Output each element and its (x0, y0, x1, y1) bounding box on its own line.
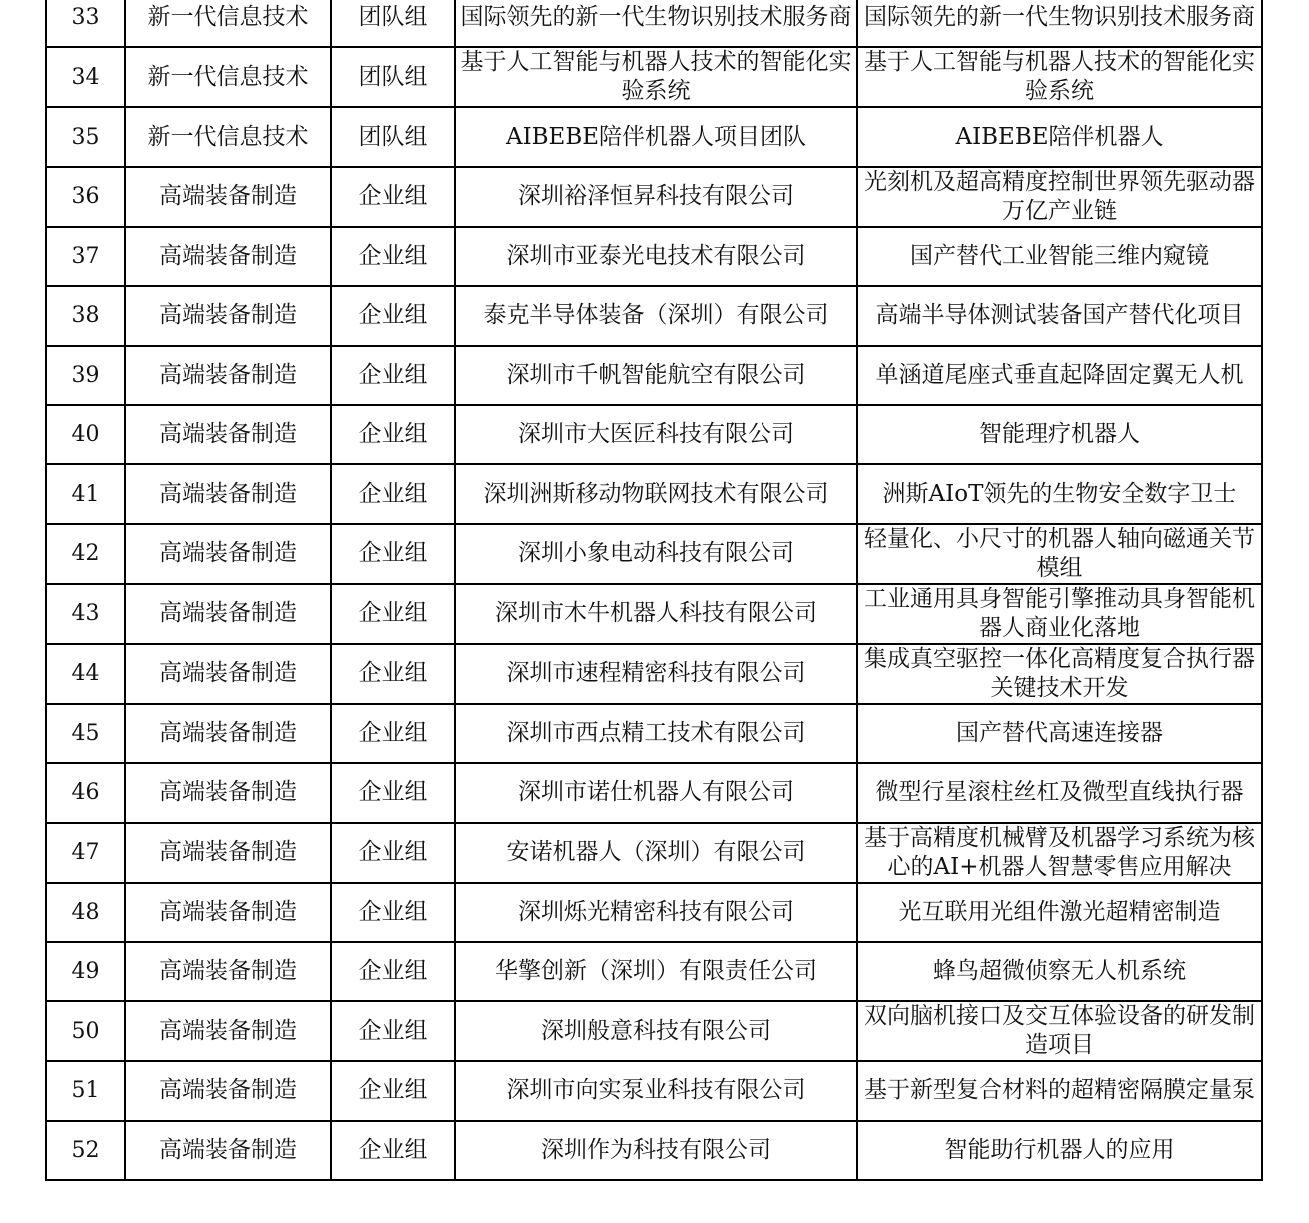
project-name-cell[interactable]: 高端半导体测试装备国产替代化项目 (857, 286, 1262, 345)
industry-field-cell[interactable]: 高端装备制造 (125, 704, 331, 763)
table-row (46, 1061, 1262, 1120)
row-number-cell[interactable]: 50 (46, 1001, 125, 1061)
table-row (46, 464, 1262, 523)
table-row (46, 584, 1262, 644)
table-row (46, 883, 1262, 942)
company-name-cell[interactable]: 深圳市诺仕机器人有限公司 (455, 763, 857, 822)
project-name-cell[interactable]: 国际领先的新一代生物识别技术服务商 (857, 0, 1262, 47)
row-number-cell[interactable]: 34 (46, 47, 125, 107)
company-name-cell[interactable]: 安诺机器人（深圳）有限公司 (455, 823, 857, 883)
row-number-cell[interactable]: 51 (46, 1061, 125, 1120)
table-row (46, 47, 1262, 107)
group-type-cell[interactable]: 团队组 (331, 47, 455, 107)
project-name-cell[interactable]: 光互联用光组件激光超精密制造 (857, 883, 1262, 942)
table-row (46, 107, 1262, 166)
project-name-cell[interactable]: 单涵道尾座式垂直起降固定翼无人机 (857, 346, 1262, 405)
group-type-cell[interactable]: 企业组 (331, 644, 455, 704)
industry-field-cell[interactable]: 高端装备制造 (125, 346, 331, 405)
table-row (46, 405, 1262, 464)
industry-field-cell[interactable]: 高端装备制造 (125, 167, 331, 227)
company-name-cell[interactable]: 深圳市向实泵业科技有限公司 (455, 1061, 857, 1120)
group-type-cell[interactable]: 企业组 (331, 1061, 455, 1120)
row-number-cell[interactable]: 40 (46, 405, 125, 464)
row-number-cell[interactable]: 35 (46, 107, 125, 166)
table-row (46, 0, 1262, 47)
group-type-cell[interactable]: 团队组 (331, 0, 455, 47)
industry-field-cell[interactable]: 高端装备制造 (125, 286, 331, 345)
row-number-cell[interactable]: 47 (46, 823, 125, 883)
row-number-cell[interactable]: 36 (46, 167, 125, 227)
row-number-cell[interactable]: 49 (46, 942, 125, 1001)
row-number-cell[interactable]: 38 (46, 286, 125, 345)
company-name-cell[interactable]: 深圳市木牛机器人科技有限公司 (455, 584, 857, 644)
company-name-cell[interactable]: 深圳市大医匠科技有限公司 (455, 405, 857, 464)
group-type-cell[interactable]: 企业组 (331, 763, 455, 822)
project-name-cell[interactable]: 基于高精度机械臂及机器学习系统为核心的AI+机器人智慧零售应用解决 (857, 823, 1262, 883)
industry-field-cell[interactable]: 高端装备制造 (125, 1001, 331, 1061)
industry-field-cell[interactable]: 高端装备制造 (125, 644, 331, 704)
table-row (46, 1121, 1262, 1180)
company-name-cell[interactable]: 基于人工智能与机器人技术的智能化实验系统 (455, 47, 857, 107)
row-number-cell[interactable]: 48 (46, 883, 125, 942)
row-number-cell[interactable]: 46 (46, 763, 125, 822)
group-type-cell[interactable]: 企业组 (331, 167, 455, 227)
company-name-cell[interactable]: 深圳市西点精工技术有限公司 (455, 704, 857, 763)
group-type-cell[interactable]: 企业组 (331, 524, 455, 584)
company-name-cell[interactable]: 华擎创新（深圳）有限责任公司 (455, 942, 857, 1001)
industry-field-cell[interactable]: 新一代信息技术 (125, 107, 331, 166)
project-name-cell[interactable]: AIBEBE陪伴机器人 (857, 107, 1262, 166)
industry-field-cell[interactable]: 高端装备制造 (125, 823, 331, 883)
company-name-cell[interactable]: 深圳裕泽恒昇科技有限公司 (455, 167, 857, 227)
company-name-cell[interactable]: 深圳般意科技有限公司 (455, 1001, 857, 1061)
project-name-cell[interactable]: 双向脑机接口及交互体验设备的研发制造项目 (857, 1001, 1262, 1061)
company-name-cell[interactable]: 深圳市亚泰光电技术有限公司 (455, 227, 857, 286)
group-type-cell[interactable]: 企业组 (331, 584, 455, 644)
table-row (46, 227, 1262, 286)
industry-field-cell[interactable]: 高端装备制造 (125, 1061, 331, 1120)
company-name-cell[interactable]: 深圳烁光精密科技有限公司 (455, 883, 857, 942)
industry-field-cell[interactable]: 高端装备制造 (125, 763, 331, 822)
row-number-cell[interactable]: 39 (46, 346, 125, 405)
row-number-cell[interactable]: 43 (46, 584, 125, 644)
table-body (46, 0, 1262, 1180)
row-number-cell[interactable]: 33 (46, 0, 125, 47)
project-name-cell[interactable]: 智能助行机器人的应用 (857, 1121, 1262, 1180)
company-name-cell[interactable]: AIBEBE陪伴机器人项目团队 (455, 107, 857, 166)
project-name-cell[interactable]: 国产替代高速连接器 (857, 704, 1262, 763)
group-type-cell[interactable]: 企业组 (331, 227, 455, 286)
row-number-cell[interactable]: 45 (46, 704, 125, 763)
industry-field-cell[interactable]: 高端装备制造 (125, 942, 331, 1001)
project-name-cell[interactable]: 基于人工智能与机器人技术的智能化实验系统 (857, 47, 1262, 107)
table-row (46, 942, 1262, 1001)
group-type-cell[interactable]: 企业组 (331, 883, 455, 942)
project-name-cell[interactable]: 微型行星滚柱丝杠及微型直线执行器 (857, 763, 1262, 822)
industry-field-cell[interactable]: 新一代信息技术 (125, 47, 331, 107)
project-name-cell[interactable]: 基于新型复合材料的超精密隔膜定量泵 (857, 1061, 1262, 1120)
project-name-cell[interactable]: 工业通用具身智能引擎推动具身智能机器人商业化落地 (857, 584, 1262, 644)
company-name-cell[interactable]: 深圳作为科技有限公司 (455, 1121, 857, 1180)
project-name-cell[interactable]: 集成真空驱控一体化高精度复合执行器关键技术开发 (857, 644, 1262, 704)
group-type-cell[interactable]: 企业组 (331, 286, 455, 345)
project-name-cell[interactable]: 洲斯AIoT领先的生物安全数字卫士 (857, 464, 1262, 523)
company-name-cell[interactable]: 泰克半导体装备（深圳）有限公司 (455, 286, 857, 345)
industry-field-cell[interactable]: 高端装备制造 (125, 227, 331, 286)
project-name-cell[interactable]: 轻量化、小尺寸的机器人轴向磁通关节模组 (857, 524, 1262, 584)
results-table (45, 0, 1263, 1181)
project-name-cell[interactable]: 国产替代工业智能三维内窥镜 (857, 227, 1262, 286)
row-number-cell[interactable]: 52 (46, 1121, 125, 1180)
industry-field-cell[interactable]: 高端装备制造 (125, 584, 331, 644)
project-name-cell[interactable]: 蜂鸟超微侦察无人机系统 (857, 942, 1262, 1001)
industry-field-cell[interactable]: 高端装备制造 (125, 1121, 331, 1180)
table-row (46, 644, 1262, 704)
row-number-cell[interactable]: 41 (46, 464, 125, 523)
project-name-cell[interactable]: 智能理疗机器人 (857, 405, 1262, 464)
group-type-cell[interactable]: 企业组 (331, 942, 455, 1001)
industry-field-cell[interactable]: 新一代信息技术 (125, 0, 331, 47)
project-name-cell[interactable]: 光刻机及超高精度控制世界领先驱动器万亿产业链 (857, 167, 1262, 227)
row-number-cell[interactable]: 44 (46, 644, 125, 704)
group-type-cell[interactable]: 团队组 (331, 107, 455, 166)
table-row (46, 704, 1262, 763)
table-row (46, 286, 1262, 345)
company-name-cell[interactable]: 深圳洲斯移动物联网技术有限公司 (455, 464, 857, 523)
table-row (46, 346, 1262, 405)
industry-field-cell[interactable]: 高端装备制造 (125, 464, 331, 523)
group-type-cell[interactable]: 企业组 (331, 823, 455, 883)
group-type-cell[interactable]: 企业组 (331, 464, 455, 523)
group-type-cell[interactable]: 企业组 (331, 405, 455, 464)
table-row (46, 524, 1262, 584)
industry-field-cell[interactable]: 高端装备制造 (125, 883, 331, 942)
group-type-cell[interactable]: 企业组 (331, 704, 455, 763)
table-row (46, 763, 1262, 822)
industry-field-cell[interactable]: 高端装备制造 (125, 405, 331, 464)
company-name-cell[interactable]: 深圳市速程精密科技有限公司 (455, 644, 857, 704)
industry-field-cell[interactable]: 高端装备制造 (125, 524, 331, 584)
table-row (46, 1001, 1262, 1061)
company-name-cell[interactable]: 国际领先的新一代生物识别技术服务商 (455, 0, 857, 47)
row-number-cell[interactable]: 42 (46, 524, 125, 584)
company-name-cell[interactable]: 深圳市千帆智能航空有限公司 (455, 346, 857, 405)
spreadsheet-sheet (45, 0, 1261, 1181)
company-name-cell[interactable]: 深圳小象电动科技有限公司 (455, 524, 857, 584)
group-type-cell[interactable]: 企业组 (331, 1121, 455, 1180)
row-number-cell[interactable]: 37 (46, 227, 125, 286)
table-row (46, 823, 1262, 883)
table-row (46, 167, 1262, 227)
group-type-cell[interactable]: 企业组 (331, 346, 455, 405)
group-type-cell[interactable]: 企业组 (331, 1001, 455, 1061)
